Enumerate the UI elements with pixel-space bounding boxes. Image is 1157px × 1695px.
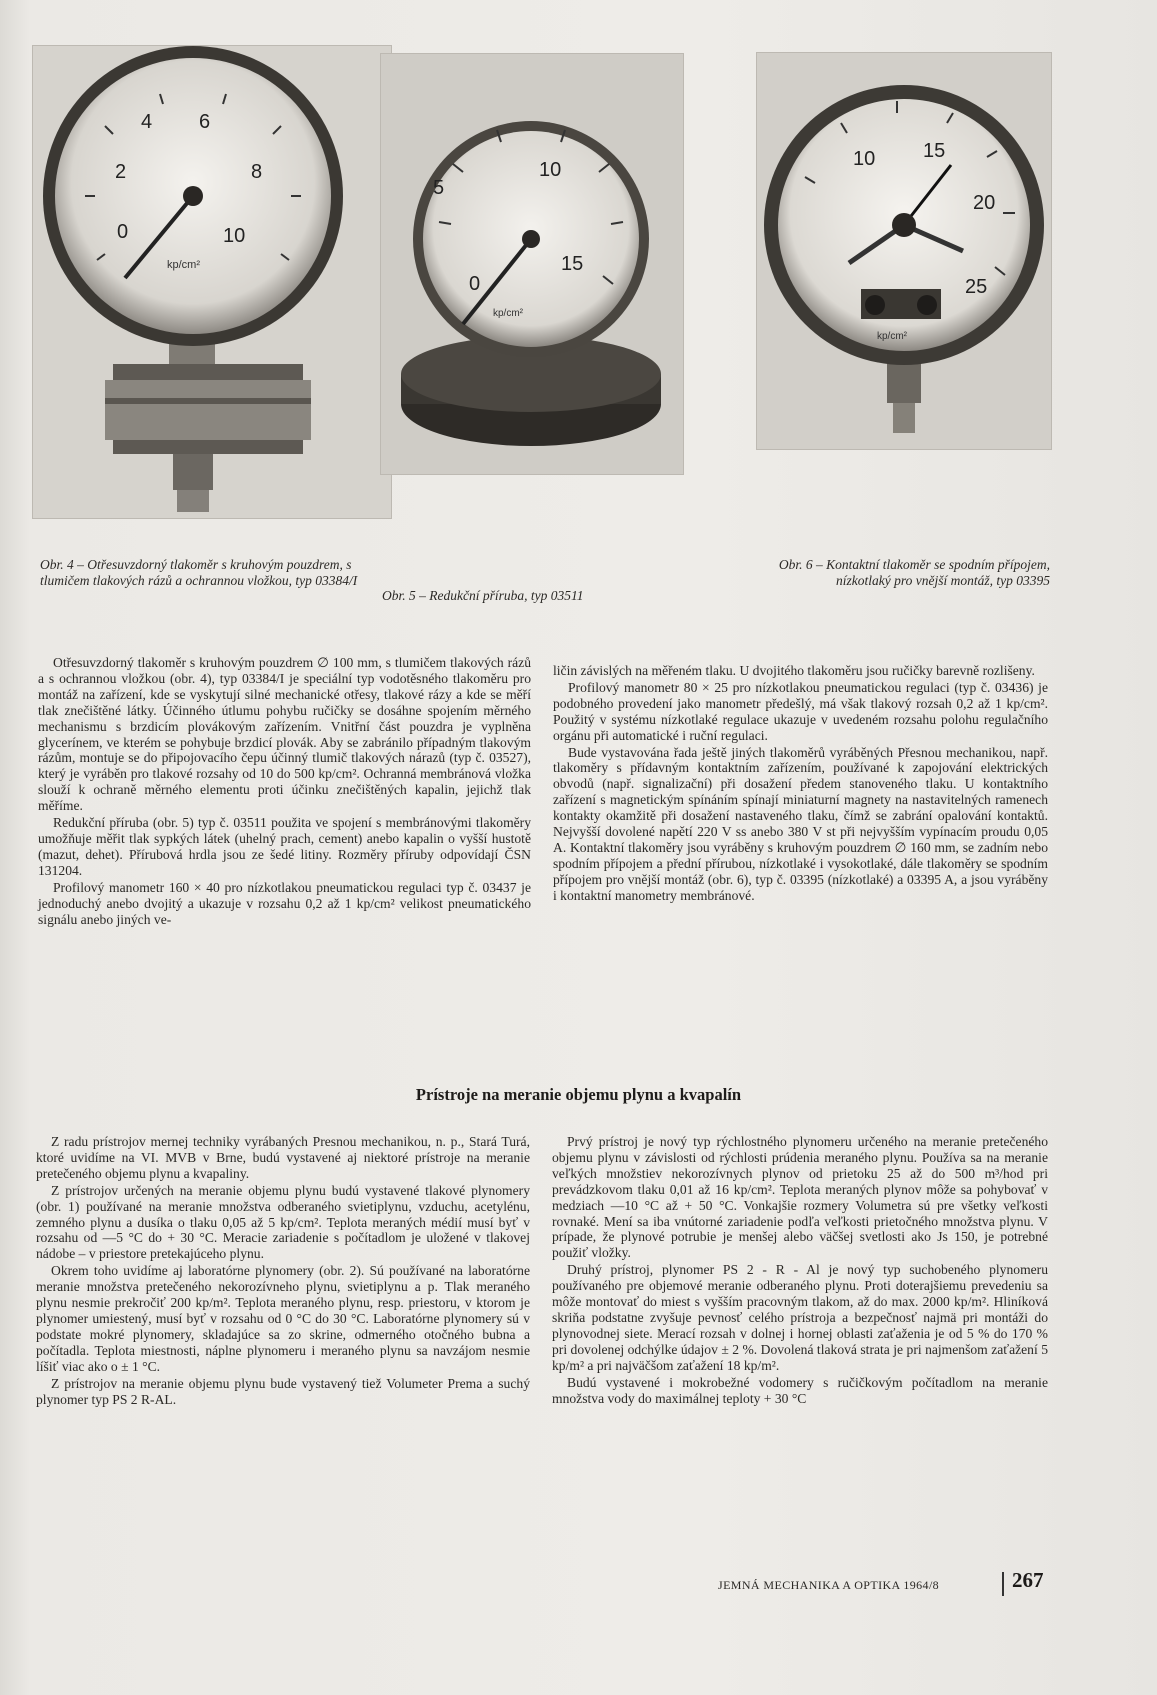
lower-right-column <box>552 1134 1048 1406</box>
reduction-flange-image <box>381 54 683 474</box>
dial-number: 15 <box>923 140 946 162</box>
dial-unit: kp/cm² <box>493 308 523 319</box>
paragraph: Prvý prístroj je nový typ rýchlostného plynomeru určeného na meranie pretečeného objemu plynu v závislosti od rýchlosti prúdenia meraného plynu. Používa sa na meranie veľkých množstiev nekorozívnych plynov od prietoku 25 až do 500 m³/hod pri prevádzkovom tlaku 0,01 až 16 kp/cm². Teplota meraných plynov môže sa pohybovať v medziach —10 °C až + 50 °C. Vonkajšie rozmery Volumetra sú pre všetky veľkosti rovnaké. Mení sa iba vnútorné zariadenie podľa veľkosti prietočného množstva plynu. V prípade, že plynové potrubie je menšej alebo väčšej svetlosti ako Js 150, je potrebné použiť vložky. <box>552 1134 1048 1261</box>
paragraph: Z prístrojov na meranie objemu plynu bude vystavený tiež Volumeter Prema a suchý plynomer typ PS 2 R-AL. <box>36 1375 530 1407</box>
dial-number: 10 <box>539 159 562 181</box>
page-number: 267 <box>1012 1568 1044 1592</box>
paragraph: Z prístrojov určených na meranie objemu plynu budú vystavené tlakové plynomery (obr. 1) používané na meranie množstva odberaného svietiplynu, vzduchu, acetylénu, zemného plynu a dusíka o tlaku 0,05 až 5 kp/cm². Teplota meraných médií musí byť v rozsahu od —5 °C do + 30 °C. Meracie zariadenie s počítadlom je uložené v tlakovej nádobe – v priestore pretekajúceho plynu. <box>36 1182 530 1262</box>
upper-left-column <box>38 655 531 927</box>
section-heading: Prístroje na meranie objemu plynu a kvapalín <box>415 1085 742 1104</box>
paragraph: Bude vystavována řada ještě jiných tlakoměrů vyráběných Přesnou mechanikou, např. tlakoměry s přídavným kontaktním zařízením, používané k zapojování elektrických obvodů (např. signalizační) při dosažení předem stanoveného tlaku. U kontaktního zařízení s magnetickým spínáním spínají miniaturní magnety na nastavitelných ramenech kontakty okamžitě při dosažení nastaveného tlaku, čímž se zabrání opalování kontaktů. Nejvyšší dovolené napětí 220 V ss anebo 380 V st při nejvyšším vypínacím proudu 0,05 A. Kontaktní tlakoměry jsou vyráběny s kruhovým pouzdrem ∅ 160 mm, se zadním nebo spodním přípojem a přední přírubou, nízkotlaké i vysokotlaké, dále tlakoměry se spodním přípojem pro vnější montáž (obr. 6), typ č. 03395 (nízkotlaké) a 03395 A, a jsou vyráběny i kontaktní manometry membránové. <box>553 744 1048 903</box>
dial-number: 0 <box>117 221 129 243</box>
gauge-with-diaphragm-image <box>33 46 391 518</box>
paragraph: Okrem toho uvidíme aj laboratórne plynomery (obr. 2). Sú používané na laboratórne meranie množstva pretečeného nekorozívneho plynu, svietiplynu a p. Tlak meraného plynu nesmie prekročiť 200 kp/m². Teplota meraného plynu, resp. priestoru, v ktorom je plynomer umiestený, musí byť v rozsahu od 0 °C do 30 °C. Laboratórne plynomery sú v podstate mokré plynomery, skladajúce sa zo skrine, odmerného otočného bubna a počítadla. Teplota miestnosti, náplne plynomeru i meraného plynu sa navzájom nesmie líšiť viac ako o ± 1 °C. <box>36 1263 530 1374</box>
paragraph: Z radu prístrojov mernej techniky vyrábaných Presnou mechanikou, n. p., Stará Turá, ktoré uvidíme na VI. MVB v Brne, budú vystavené aj niektoré prístroje na meranie pretečeného objemu plynu a kvapaliny. <box>36 1134 530 1181</box>
dial-number: 10 <box>853 148 876 170</box>
dial-number: 15 <box>561 253 584 275</box>
dial-unit: kp/cm² <box>877 331 907 342</box>
dial-number: 4 <box>141 111 153 133</box>
contact-gauge-image <box>757 53 1051 449</box>
dial-number: 10 <box>223 225 246 247</box>
paragraph: Budú vystavené i mokrobežné vodomery s ručičkovým počítadlom na meranie množstva vody do maximálnej teploty + 30 °C <box>552 1374 1048 1406</box>
figure-6-caption: Obr. 6 – Kontaktní tlakoměr se spodním přípojem, nízkotlaký pro vnější montáž, typ 03395 <box>778 557 1050 588</box>
dial-number: 8 <box>251 161 263 183</box>
paragraph: ličin závislých na měřeném tlaku. U dvojitého tlakoměru jsou ručičky barevně rozlišeny. <box>553 663 1035 678</box>
figure-5-caption: Obr. 5 – Redukční příruba, typ 03511 <box>382 588 584 603</box>
dial-number: 5 <box>433 177 445 199</box>
paragraph: Profilový manometr 160 × 40 pro nízkotlakou pneumatickou regulaci typ č. 03437 je jednoduchý anebo dvojitý a ukazuje v rozsahu 0,2 až 1 kp/cm² velikost pneumatického signálu anebo jiných ve- <box>38 879 531 927</box>
paragraph: Redukční příruba (obr. 5) typ č. 03511 použita ve spojení s membránovými tlakoměry umožňuje měřit tlak sypkých látek (uhelný prach, cement) anebo kapalin o vyšší hustotě (mazut, dehet). Přírubová hrdla jsou ze šedé litiny. Rozměry příruby odpovídají ČSN 131204. <box>38 815 531 878</box>
figure-4-photo <box>32 45 392 519</box>
lower-left-column <box>36 1134 530 1407</box>
figure-5-photo <box>380 53 684 475</box>
dial-number: 20 <box>973 192 996 214</box>
paragraph: Profilový manometr 80 × 25 pro nízkotlakou pneumatickou regulaci (typ č. 03436) je podobného provedení jako manometr předešlý, má však tlakový rozsah 0,2 až 1 kp/cm². Použitý v systému nízkotlaké regulace ukazuje v uvedeném rozsahu polohu regulačního orgánu při automatické i ruční regulaci. <box>553 679 1048 743</box>
paragraph: Otřesuvzdorný tlakoměr s kruhovým pouzdrem ∅ 100 mm, s tlumičem tlakových rázů a s ochrannou vložkou (obr. 4), typ 03384/I je speciální typ vodotěsného tlakoměru pro montáž na zařízení, kde se vyskytují silné mechanické otřesy, tlakové rázy a kde se měří tlak znečištěné látky. Účinného útlumu pohybu ručičky se dosáhne spojením měrného mechanismu s brzdicím plovákovým zařízením. Vnitřní část pouzdra je vyplněna glycerínem, ve kterém se pohybuje brzdicí plovák. Aby se zabránilo případným tlakovým rázům, montuje se do připojovacího čepu účinný tlumič tlakových nárazů (typ č. 03527), který je vyráběn pro tlakové rozsahy od 10 do 500 kp/cm². Ochranná membránová vložka slouží k ochraně měrného elementu proti účinku znečištěných kapalin, jejichž tlak měříme. <box>38 655 531 814</box>
dial-unit: kp/cm² <box>167 259 200 271</box>
upper-right-column <box>553 663 1048 904</box>
paragraph: Druhý prístroj, plynomer PS 2 - R - Al je nový typ suchobeného plynomeru používaného pre objemové meranie odberaného plynu. Proti doterajšiemu prevedeniu sa môže montovať do miest s vyšším pracovným tlakom, až do max. 2000 kp/m². Hliníková skriňa podstatne zvyšuje pevnosť celého prístroja a bezpečnosť najmä pri montáži do plynovodnej siete. Merací rozsah v dolnej i hornej oblasti zaťaženia je od 5 % do 170 % pri dovolenej odchýlke údajov ± 2 %. Dovolená tlaková strata je pri najmenšom zaťažení 5 kp/m² a pri najväčšom zaťažení 18 kp/m². <box>552 1262 1048 1373</box>
footer-divider <box>1002 1572 1004 1596</box>
journal-title: JEMNÁ MECHANIKA A OPTIKA 1964/8 <box>718 1578 940 1592</box>
figure-4-caption: Obr. 4 – Otřesuvzdorný tlakoměr s kruhovým pouzdrem, s tlumičem tlakových rázů a ochrannou vložkou, typ 03384/I <box>40 557 358 588</box>
dial-number: 6 <box>199 111 211 133</box>
dial-number: 0 <box>469 273 481 295</box>
figure-6-photo <box>756 52 1052 450</box>
dial-number: 2 <box>115 161 127 183</box>
dial-number: 25 <box>965 276 988 298</box>
